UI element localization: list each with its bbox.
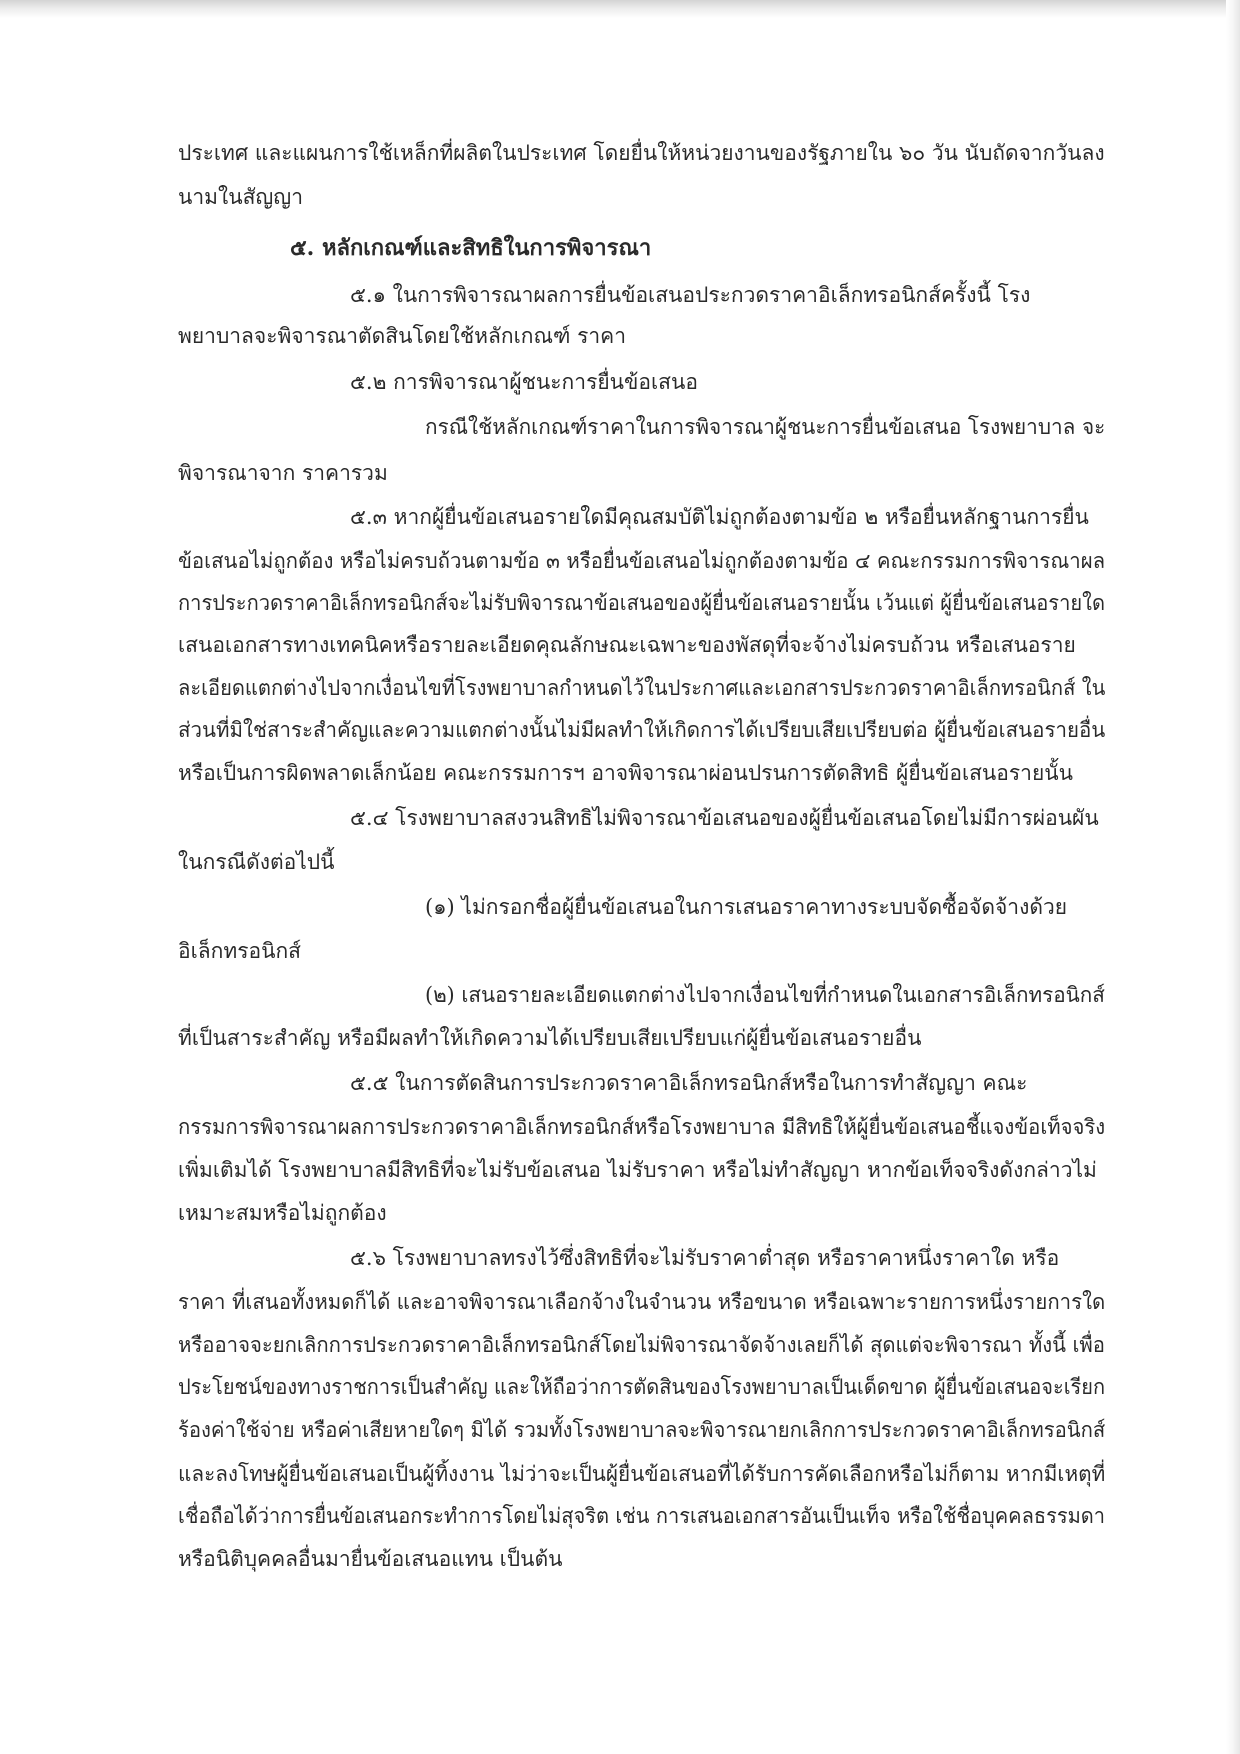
text-line: กรณีใช้หลักเกณฑ์ราคาในการพิจารณาผู้ชนะการยื่นข้อเสนอ โรงพยาบาล จะ bbox=[425, 415, 1106, 439]
clause-5-2: ๕.๒ การพิจารณาผู้ชนะการยื่นข้อเสนอ bbox=[350, 370, 698, 394]
text-line: เชื่อถือได้ว่าการยื่นข้อเสนอกระทำการโดยไม่สุจริต เช่น การเสนอเอกสารอันเป็นเท็จ หรือใช้ชื่อบุคคลธรรมดา bbox=[178, 1504, 1106, 1528]
text-line: และลงโทษผู้ยื่นข้อเสนอเป็นผู้ทิ้งงาน ไม่ว่าจะเป็นผู้ยื่นข้อเสนอที่ได้รับการคัดเลือกหรือไม่ก็ตาม หากมีเหตุที่ bbox=[178, 1462, 1106, 1486]
text-line: อิเล็กทรอนิกส์ bbox=[178, 939, 301, 963]
text-line: ข้อเสนอไม่ถูกต้อง หรือไม่ครบถ้วนตามข้อ ๓ หรือยื่นข้อเสนอไม่ถูกต้องตามข้อ ๔ คณะกรรมการพิจารณาผล bbox=[178, 549, 1106, 573]
text-line: ราคา ที่เสนอทั้งหมดก็ได้ และอาจพิจารณาเลือกจ้างในจำนวน หรือขนาด หรือเฉพาะรายการหนึ่งรายการใด bbox=[178, 1290, 1106, 1314]
text-line: เพิ่มเติมได้ โรงพยาบาลมีสิทธิที่จะไม่รับข้อเสนอ ไม่รับราคา หรือไม่ทำสัญญา หากข้อเท็จจริงดังกล่าวไม่ bbox=[178, 1158, 1097, 1182]
text-line: ส่วนที่มิใช่สาระสำคัญและความแตกต่างนั้นไม่มีผลทำให้เกิดการได้เปรียบเสียเปรียบต่อ ผู้ยื่นข้อเสนอรายอื่น bbox=[178, 718, 1106, 742]
text-line: เสนอเอกสารทางเทคนิคหรือรายละเอียดคุณลักษณะเฉพาะของพัสดุที่จะจ้างไม่ครบถ้วน หรือเสนอราย bbox=[178, 633, 1076, 657]
text-line: ร้องค่าใช้จ่าย หรือค่าเสียหายใดๆ มิได้ รวมทั้งโรงพยาบาลจะพิจารณายกเลิกการประกวดราคาอิเล็กทรอนิกส์ bbox=[178, 1418, 1106, 1442]
clause-5-3: ๕.๓ หากผู้ยื่นข้อเสนอรายใดมีคุณสมบัติไม่ถูกต้องตามข้อ ๒ หรือยื่นหลักฐานการยื่น bbox=[350, 505, 1089, 529]
scan-shadow-right bbox=[1226, 0, 1240, 1754]
scan-shadow-top bbox=[0, 0, 1240, 18]
text-line: ละเอียดแตกต่างไปจากเงื่อนไขที่โรงพยาบาลกำหนดไว้ในประกาศและเอกสารประกวดราคาอิเล็กทรอนิกส์ ใน bbox=[178, 676, 1106, 700]
clause-5-5: ๕.๕ ในการตัดสินการประกวดราคาอิเล็กทรอนิกส์หรือในการทำสัญญา คณะ bbox=[350, 1071, 1028, 1095]
sub-item-1: (๑) ไม่กรอกชื่อผู้ยื่นข้อเสนอในการเสนอราคาทางระบบจัดซื้อจัดจ้างด้วย bbox=[425, 895, 1068, 919]
text-line: เหมาะสมหรือไม่ถูกต้อง bbox=[178, 1201, 387, 1225]
clause-5-4: ๕.๔ โรงพยาบาลสงวนสิทธิไม่พิจารณาข้อเสนอของผู้ยื่นข้อเสนอโดยไม่มีการผ่อนผัน bbox=[350, 806, 1099, 830]
text-line: ที่เป็นสาระสำคัญ หรือมีผลทำให้เกิดความได้เปรียบเสียเปรียบแก่ผู้ยื่นข้อเสนอรายอื่น bbox=[178, 1026, 922, 1050]
text-line: ประโยชน์ของทางราชการเป็นสำคัญ และให้ถือว่าการตัดสินของโรงพยาบาลเป็นเด็ดขาด ผู้ยื่นข้อเสนอจะเรียก bbox=[178, 1375, 1106, 1399]
text-line: ในกรณีดังต่อไปนี้ bbox=[178, 850, 335, 874]
text-line: การประกวดราคาอิเล็กทรอนิกส์จะไม่รับพิจารณาข้อเสนอของผู้ยื่นข้อเสนอรายนั้น เว้นแต่ ผู้ยื่นข้อเสนอรายใด bbox=[178, 591, 1106, 615]
sub-item-2: (๒) เสนอรายละเอียดแตกต่างไปจากเงื่อนไขที่กำหนดในเอกสารอิเล็กทรอนิกส์ bbox=[425, 983, 1105, 1007]
text-line: พิจารณาจาก ราคารวม bbox=[178, 461, 388, 485]
text-line: กรรมการพิจารณาผลการประกวดราคาอิเล็กทรอนิกส์หรือโรงพยาบาล มีสิทธิให้ผู้ยื่นข้อเสนอชี้แจงข้อเท็จจริง bbox=[178, 1115, 1106, 1139]
section-heading: ๕. หลักเกณฑ์และสิทธิในการพิจารณา bbox=[290, 235, 652, 261]
clause-5-1: ๕.๑ ในการพิจารณาผลการยื่นข้อเสนอประกวดราคาอิเล็กทรอนิกส์ครั้งนี้ โรง bbox=[350, 283, 1031, 307]
text-line: หรือเป็นการผิดพลาดเล็กน้อย คณะกรรมการฯ อาจพิจารณาผ่อนปรนการตัดสิทธิ ผู้ยื่นข้อเสนอรายนั้น bbox=[178, 761, 1073, 785]
clause-5-6: ๕.๖ โรงพยาบาลทรงไว้ซึ่งสิทธิที่จะไม่รับราคาต่ำสุด หรือราคาหนึ่งราคาใด หรือ bbox=[350, 1246, 1060, 1270]
text-line: พยาบาลจะพิจารณาตัดสินโดยใช้หลักเกณฑ์ ราคา bbox=[178, 324, 627, 348]
text-line: นามในสัญญา bbox=[178, 185, 303, 209]
text-line: หรือนิติบุคคลอื่นมายื่นข้อเสนอแทน เป็นต้น bbox=[178, 1547, 563, 1571]
text-line: หรืออาจจะยกเลิกการประกวดราคาอิเล็กทรอนิกส์โดยไม่พิจารณาจัดจ้างเลยก็ได้ สุดแต่จะพิจารณา ทั้งนี้ เพื่อ bbox=[178, 1333, 1105, 1357]
text-line: ประเทศ และแผนการใช้เหล็กที่ผลิตในประเทศ โดยยื่นให้หน่วยงานของรัฐภายใน ๖๐ วัน นับถัดจากวันลง bbox=[178, 141, 1105, 165]
